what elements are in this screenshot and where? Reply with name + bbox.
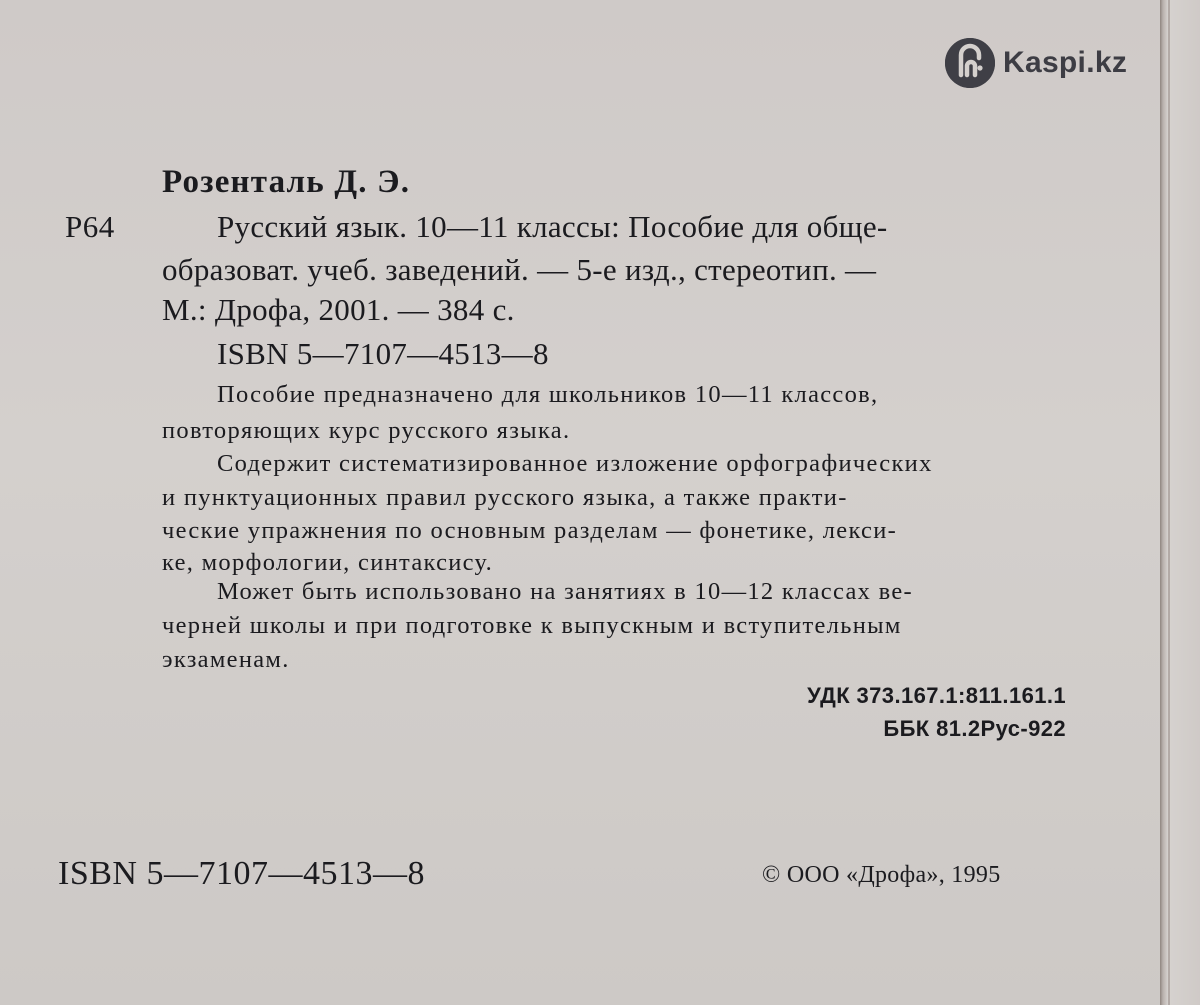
isbn-bottom: ISBN 5—7107—4513—8 <box>58 855 425 892</box>
udk-code: УДК 373.167.1:811.161.1 <box>807 683 1066 708</box>
page-edge-line <box>1168 0 1170 1005</box>
classification-code: Р64 <box>65 209 115 244</box>
title-line: Русский язык. 10—11 классы: Пособие для обще- <box>217 209 888 244</box>
description-line: ке, морфологии, синтаксису. <box>162 549 494 576</box>
description-line: и пунктуационных правил русского языка, а также практи- <box>162 484 848 511</box>
bbk-code: ББК 81.2Рус-922 <box>883 716 1066 741</box>
book-spine-edge <box>1160 0 1200 1005</box>
description-line: экзаменам. <box>162 646 290 673</box>
description-line: ческие упражнения по основным разделам — фонетике, лекси- <box>162 517 898 544</box>
description-line: Пособие предназначено для школьников 10—11 классов, <box>217 381 879 408</box>
description-line: Содержит систематизированное изложение орфографических <box>217 450 933 477</box>
copyright-notice: © ООО «Дрофа», 1995 <box>762 862 1001 888</box>
kaspi-logo-icon <box>945 38 995 88</box>
description-line: Может быть использовано на занятиях в 10—12 классах ве- <box>217 578 913 605</box>
title-line: М.: Дрофа, 2001. — 384 с. <box>162 292 515 327</box>
kaspi-watermark <box>945 38 1127 88</box>
author-name: Розенталь Д. Э. <box>162 164 411 200</box>
isbn-line: ISBN 5—7107—4513—8 <box>217 336 549 371</box>
description-line: черней школы и при подготовке к выпускным и вступительным <box>162 612 902 639</box>
description-line: повторяющих курс русского языка. <box>162 417 571 444</box>
watermark-brand-text: Kaspi.kz <box>1003 46 1128 79</box>
title-line: образоват. учеб. заведений. — 5-е изд., стереотип. — <box>162 252 877 287</box>
